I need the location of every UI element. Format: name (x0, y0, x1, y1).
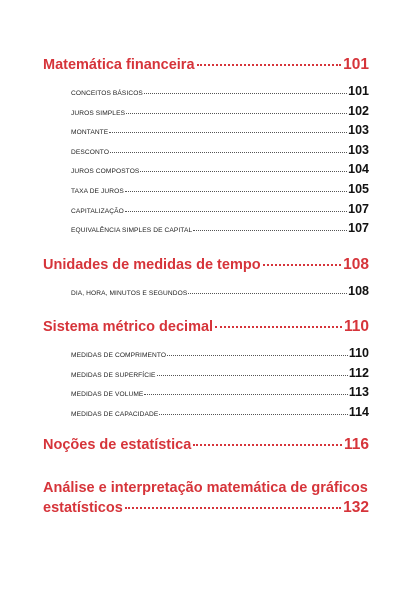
subentry-page-number: 103 (348, 123, 369, 138)
toc-subentry[interactable] (71, 346, 369, 366)
dot-leader (144, 394, 347, 395)
toc-subentry[interactable] (71, 405, 369, 425)
subentry-label: MONTANTE (71, 129, 109, 137)
subentry-label: MEDIDAS DE COMPRIMENTO (71, 352, 167, 359)
subentry-page-number: 107 (348, 221, 369, 236)
dot-leader (159, 414, 347, 415)
subentry-label: MEDIDAS DE SUPERFÍCIE (71, 371, 156, 379)
toc-subentry[interactable] (71, 284, 369, 304)
dot-leader (110, 152, 347, 153)
dot-leader (188, 293, 347, 294)
section-title: Sistema métrico decimal (43, 319, 214, 335)
subentry-page-number: 108 (348, 284, 369, 298)
dot-leader (126, 113, 347, 114)
subentry-label: DESCONTO (71, 148, 110, 156)
section-title: Unidades de medidas de tempo (43, 257, 261, 273)
section-page-number: 110 (343, 318, 369, 335)
toc-section (43, 256, 369, 304)
dot-leader (144, 93, 347, 94)
toc-subentry[interactable] (71, 366, 369, 386)
section-title: Noções de estatística (43, 437, 192, 453)
subentry-label: CONCEITOS BÁSICOS (71, 90, 143, 97)
section-page-number: 108 (343, 256, 369, 273)
dot-leader (125, 507, 341, 509)
subentry-label: MEDIDAS DE CAPACIDADE (71, 410, 159, 418)
toc-subentry[interactable] (71, 162, 369, 182)
dot-leader (263, 264, 342, 266)
subsection-list (71, 84, 369, 241)
toc-subentry[interactable] (71, 123, 369, 143)
subentry-label: MEDIDAS DE VOLUME (71, 391, 144, 399)
toc-subentry[interactable] (71, 182, 369, 202)
section-page-number: 132 (343, 499, 369, 516)
section-page-number: 101 (343, 56, 369, 73)
subentry-page-number: 104 (348, 162, 369, 177)
toc-section-entry[interactable] (43, 499, 369, 521)
subentry-label: CAPITALIZAÇÃO (71, 207, 124, 215)
section-title: estatísticos (43, 500, 123, 516)
toc-section-entry[interactable] (43, 56, 369, 78)
dot-leader (215, 326, 342, 328)
subentry-label: JUROS COMPOSTOS (71, 168, 140, 176)
dot-leader (193, 230, 347, 231)
toc-section-entry[interactable] (43, 318, 369, 340)
toc-section-entry[interactable] (43, 436, 369, 458)
toc-subentry[interactable] (71, 221, 369, 241)
subentry-page-number: 102 (348, 103, 369, 118)
dot-leader (167, 355, 348, 356)
subentry-page-number: 112 (348, 365, 369, 380)
subentry-page-number: 114 (348, 404, 369, 419)
toc-section-entry[interactable] (43, 256, 369, 278)
subentry-page-number: 110 (348, 346, 369, 360)
dot-leader (193, 444, 342, 446)
dot-leader (140, 171, 347, 172)
subentry-label: JUROS SIMPLES (71, 109, 126, 117)
subentry-label: TAXA DE JUROS (71, 187, 124, 195)
subentry-label: DIA, HORA, MINUTOS E SEGUNDOS (71, 290, 188, 297)
subentry-page-number: 103 (348, 142, 369, 157)
section-title-line: Análise e interpretação matemática de gráficos (43, 480, 368, 496)
dot-leader (125, 191, 347, 192)
subentry-page-number: 113 (348, 385, 369, 400)
toc-subentry[interactable] (71, 104, 369, 124)
dot-leader (125, 211, 347, 212)
subsection-list (71, 346, 369, 424)
section-page-number: 116 (343, 436, 369, 453)
toc-section (43, 56, 369, 241)
dot-leader (197, 64, 342, 66)
subentry-page-number: 107 (348, 201, 369, 216)
dot-leader (109, 132, 347, 133)
subentry-label: EQUIVALÊNCIA SIMPLES DE CAPITAL (71, 227, 193, 235)
toc-section (43, 436, 369, 458)
subentry-page-number: 105 (348, 181, 369, 196)
toc-section (43, 478, 369, 521)
section-title: Matemática financeira (43, 57, 195, 73)
toc-subentry[interactable] (71, 385, 369, 405)
toc-subentry[interactable] (71, 143, 369, 163)
subentry-page-number: 101 (348, 84, 369, 98)
subsection-list (71, 284, 369, 304)
toc-subentry[interactable] (71, 202, 369, 222)
dot-leader (157, 375, 348, 376)
toc-subentry[interactable] (71, 84, 369, 104)
toc-section (43, 318, 369, 424)
